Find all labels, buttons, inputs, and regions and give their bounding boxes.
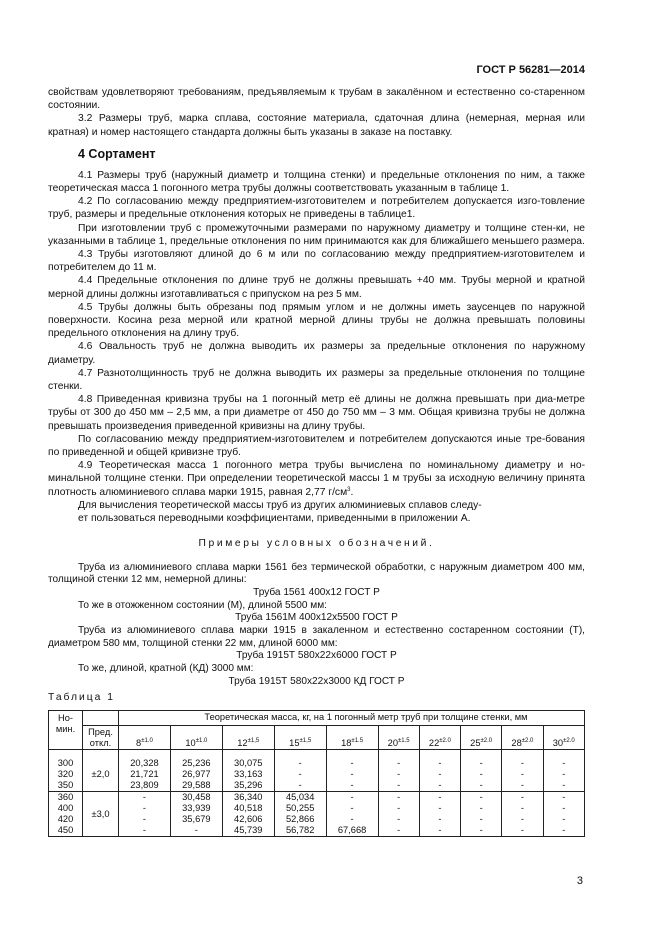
- mass-cell: -: [502, 803, 543, 814]
- example-list: [48, 562, 585, 689]
- table-row: [49, 769, 585, 780]
- paragraph-4-9: [48, 459, 585, 499]
- diameter-header: Но-мин.: [49, 710, 83, 749]
- mass-cell: -: [543, 780, 584, 792]
- thickness-deviation: ±1,5: [299, 737, 312, 744]
- mass-cell: -: [461, 792, 502, 804]
- example-code: Труба 1915Т 580х22х3000 КД ГОСТ Р: [228, 675, 405, 687]
- thickness-deviation: ±1.0: [141, 737, 153, 744]
- table-subheader-row: [49, 725, 585, 749]
- mass-cell: 67,668: [326, 825, 378, 837]
- thickness-header: [502, 725, 543, 749]
- mass-cell: -: [461, 825, 502, 837]
- mass-cell: 42,606: [222, 814, 274, 825]
- mass-cell: 30,075: [222, 758, 274, 769]
- mass-cell: -: [461, 758, 502, 769]
- mass-cell: 35,296: [222, 780, 274, 792]
- diameter-cell: 420: [49, 814, 83, 825]
- mass-cell: 26,977: [170, 769, 222, 780]
- paragraph-4-1: 4.1 Размеры труб (наружный диаметр и толщина стенки) и предельные отклонения по ним, а также теоретическая масса 1 погонного метра трубы должны соответствовать указанным в таблице 1.: [48, 169, 585, 195]
- thickness-header: [543, 725, 584, 749]
- example-code: Труба 1561 400х12 ГОСТ Р: [253, 586, 380, 598]
- group-header: Теоретическая масса, кг, на 1 погонный метр труб при толщине стенки, мм: [119, 710, 585, 725]
- thickness-header: [170, 725, 222, 749]
- mass-cell: -: [502, 792, 543, 804]
- mass-cell: -: [419, 803, 460, 814]
- mass-cell: -: [326, 792, 378, 804]
- mass-cell: -: [543, 803, 584, 814]
- thickness-header: [419, 725, 460, 749]
- section-title: 4 Сортамент: [78, 146, 156, 161]
- mass-cell: 40,518: [222, 803, 274, 814]
- header-spacer: [83, 710, 119, 725]
- tolerance-cell: ±3,0: [83, 792, 119, 837]
- diameter-cell: 300: [49, 758, 83, 769]
- paragraph-4-6: 4.6 Овальность труб не должна выводить их размеры за предельные отклонения по наружному диаметру.: [48, 341, 585, 366]
- page-content: [48, 86, 585, 837]
- mass-cell: 23,809: [119, 780, 171, 792]
- diameter-cell: 350: [49, 780, 83, 792]
- mass-cell: -: [543, 769, 584, 780]
- thickness-header: [378, 725, 419, 749]
- mass-cell: 36,340: [222, 792, 274, 804]
- mass-cell: -: [119, 814, 171, 825]
- mass-cell: 29,588: [170, 780, 222, 792]
- spacer-cell: [502, 749, 543, 758]
- paragraph: При изготовлении труб с промежуточными размерами по наружному диаметру и толщине стен-ки, не указанными в таблице 1, предельные отклонения по ним принимаются как для ближайшего меньшего размера.: [48, 222, 585, 247]
- mass-cell: -: [419, 758, 460, 769]
- mass-cell: -: [502, 769, 543, 780]
- thickness-value: 12: [237, 737, 248, 748]
- mass-cell: -: [326, 780, 378, 792]
- table-header-row: [49, 710, 585, 725]
- thickness-value: 18: [341, 737, 352, 748]
- mass-cell: 50,255: [274, 803, 326, 814]
- diameter-cell: 400: [49, 803, 83, 814]
- paragraph: Для вычисления теоретической массы труб из других алюминиевых сплавов следу-: [78, 499, 482, 511]
- mass-cell: -: [419, 780, 460, 792]
- table-row: [49, 780, 585, 792]
- mass-cell: 33,163: [222, 769, 274, 780]
- mass-cell: 35,679: [170, 814, 222, 825]
- mass-cell: -: [378, 780, 419, 792]
- example-text: То же, длиной, кратной (КД) 3000 мм:: [78, 663, 254, 675]
- period: .: [350, 486, 354, 498]
- table-row: [49, 803, 585, 814]
- spacer-cell: [83, 749, 119, 758]
- example-text: Труба из алюминиевого сплава марки 1561 без термической обработки, с наружным диаметром 400 мм, толщиной стенки 12 мм, немерной длины:: [48, 561, 585, 586]
- thickness-deviation: ±1.5: [351, 737, 364, 744]
- mass-cell: -: [170, 825, 222, 837]
- mass-cell: -: [326, 814, 378, 825]
- paragraph-4-9-text: 4.9 Теоретическая масса 1 погонного метра трубы вычислена по номинальному диаметру и но-минальной толщине стенки. При определении теоретической массы 1 м трубы за исходную величину принята плотность алюминиевого сплава марки 1915, равная 2,77 г/см: [48, 460, 585, 498]
- mass-cell: -: [326, 758, 378, 769]
- tolerance-header: Пред. откл.: [83, 725, 119, 749]
- thickness-value: 25: [470, 737, 481, 748]
- thickness-value: 8: [136, 737, 142, 748]
- mass-cell: -: [502, 780, 543, 792]
- mass-cell: -: [502, 758, 543, 769]
- mass-cell: 52,866: [274, 814, 326, 825]
- mass-cell: -: [461, 769, 502, 780]
- mass-cell: -: [419, 769, 460, 780]
- mass-cell: -: [502, 825, 543, 837]
- mass-cell: -: [378, 803, 419, 814]
- mass-cell: -: [274, 780, 326, 792]
- paragraph-4-3: 4.3 Трубы изготовляют длиной до 6 м или по согласованию между предприятием-изготовителем и потребителем до 11 м.: [48, 249, 585, 274]
- example-text: То же в отожженном состоянии (М), длиной 5500 мм:: [78, 599, 327, 611]
- thickness-deviation: ±2.0: [480, 737, 493, 744]
- thickness-deviation: ±2.0: [563, 737, 575, 744]
- paragraph: свойствам удовлетворяют требованиям, предъявляемым к трубам в закалённом и естественно со-старенном состоянии.: [48, 87, 585, 112]
- mass-cell: -: [274, 758, 326, 769]
- paragraph: ет пользоваться переводными коэффициентами, приведенными в приложении А.: [78, 513, 471, 525]
- thickness-header: [274, 725, 326, 749]
- mass-cell: -: [378, 825, 419, 837]
- mass-cell: -: [543, 792, 584, 804]
- thickness-value: 10: [185, 737, 196, 748]
- paragraph: По согласованию между предприятием-изготовителем и потребителем допускаются иные тре-бования по приведенной и общей кривизне труб.: [48, 433, 585, 459]
- mass-cell: 45,034: [274, 792, 326, 804]
- mass-cell: -: [274, 769, 326, 780]
- mass-cell: 25,236: [170, 758, 222, 769]
- table-spacer-row: [49, 749, 585, 758]
- spacer-cell: [49, 749, 83, 758]
- table-row: [49, 758, 585, 769]
- mass-cell: -: [419, 792, 460, 804]
- mass-cell: -: [419, 814, 460, 825]
- spacer-cell: [119, 749, 171, 758]
- tolerance-cell: ±2,0: [83, 758, 119, 792]
- paragraph-4-8: 4.8 Приведенная кривизна трубы на 1 погонный метр её длины не должна превышать при диа-метре трубы от 300 до 450 мм – 2,5 мм, а при диаметре от 450 до 750 мм – 3 мм. Общая кривизна трубы не должна превышать произведения приведенной кривизны на длину трубы.: [48, 394, 585, 432]
- mass-cell: -: [543, 814, 584, 825]
- mass-cell: -: [119, 792, 171, 804]
- thickness-value: 30: [552, 737, 564, 748]
- diameter-cell: 360: [49, 792, 83, 804]
- diameter-cell: 450: [49, 825, 83, 837]
- example-code: Труба 1561М 400х12х5500 ГОСТ Р: [235, 612, 398, 624]
- thickness-deviation: ±1,5: [247, 737, 260, 744]
- mass-cell: 21,721: [119, 769, 171, 780]
- spacer-cell: [419, 749, 460, 758]
- thickness-value: 22: [428, 737, 440, 748]
- thickness-deviation: ±1.0: [195, 737, 208, 744]
- superscript: 3: [347, 486, 351, 493]
- spacer-cell: [378, 749, 419, 758]
- example-text: Труба из алюминиевого сплава марки 1915 в закаленном и естественно состаренном состоянии (Т), диаметром 580 мм, толщиной стенки 22 мм, длиной 6000 мм:: [48, 625, 585, 649]
- thickness-deviation: ±2.0: [521, 737, 534, 744]
- thickness-value: 15: [289, 737, 300, 748]
- thickness-header: [326, 725, 378, 749]
- standard-header: ГОСТ Р 56281—2014: [476, 64, 585, 76]
- mass-cell: 20,328: [119, 758, 171, 769]
- mass-cell: -: [378, 792, 419, 804]
- mass-cell: 33,939: [170, 803, 222, 814]
- mass-cell: -: [119, 803, 171, 814]
- mass-cell: -: [543, 758, 584, 769]
- mass-table: [48, 710, 585, 838]
- thickness-deviation: ±1.5: [398, 737, 410, 744]
- mass-cell: -: [326, 769, 378, 780]
- table-row: [49, 792, 585, 804]
- spacer-cell: [326, 749, 378, 758]
- page-number: 3: [576, 875, 583, 887]
- paragraph-4-2: 4.2 По согласованию между предприятием-изготовителем и потребителем допускается изго-товление труб, размеры и предельные отклонения которых не приведены в таблице1.: [48, 196, 585, 221]
- mass-cell: 56,782: [274, 825, 326, 837]
- thickness-header: [119, 725, 171, 749]
- mass-cell: -: [119, 825, 171, 837]
- mass-cell: 30,458: [170, 792, 222, 804]
- spacer-cell: [274, 749, 326, 758]
- mass-cell: -: [502, 814, 543, 825]
- table-row: [49, 814, 585, 825]
- example-code: Труба 1915Т 580х22х6000 ГОСТ Р: [236, 650, 397, 662]
- paragraph-3-2: 3.2 Размеры труб, марка сплава, состояние материала, сдаточная длина (немерная, мерная или кратная) и номер настоящего стандарта должны быть указаны в заказе на поставку.: [48, 113, 585, 138]
- spacer-cell: [543, 749, 584, 758]
- mass-cell: -: [461, 814, 502, 825]
- examples-title: Примеры условных обозначений.: [198, 538, 435, 550]
- table-row: [49, 825, 585, 837]
- diameter-cell: 320: [49, 769, 83, 780]
- thickness-deviation: ±2.0: [439, 737, 451, 744]
- thickness-value: 28: [511, 737, 522, 748]
- mass-cell: -: [461, 803, 502, 814]
- thickness-header: [222, 725, 274, 749]
- mass-cell: -: [378, 758, 419, 769]
- mass-cell: -: [326, 803, 378, 814]
- table-label: Таблица 1: [48, 691, 115, 703]
- table-body: [49, 749, 585, 837]
- spacer-cell: [170, 749, 222, 758]
- thickness-header: [461, 725, 502, 749]
- thickness-value: 20: [387, 737, 398, 748]
- mass-cell: -: [419, 825, 460, 837]
- mass-cell: -: [378, 769, 419, 780]
- mass-cell: -: [543, 825, 584, 837]
- spacer-cell: [222, 749, 274, 758]
- paragraph-4-4: 4.4 Предельные отклонения по длине труб не должны превышать +40 мм. Трубы мерной и кратной мерной длины должны изготавливаться с припуском на рез 5 мм.: [48, 275, 585, 300]
- mass-cell: 45,739: [222, 825, 274, 837]
- mass-cell: -: [378, 814, 419, 825]
- paragraph-4-7: 4.7 Разнотолщинность труб не должна выводить их размеры за предельные отклонения по толщине стенки.: [48, 367, 585, 393]
- paragraph-4-5: 4.5 Трубы должны быть обрезаны под прямым углом и не должны иметь заусенцев по наружной поверхности. Косина реза мерной или кратной мерной длины трубы не должна превышать половины предельного отклонения на длину труб.: [48, 301, 585, 340]
- spacer-cell: [461, 749, 502, 758]
- mass-cell: -: [461, 780, 502, 792]
